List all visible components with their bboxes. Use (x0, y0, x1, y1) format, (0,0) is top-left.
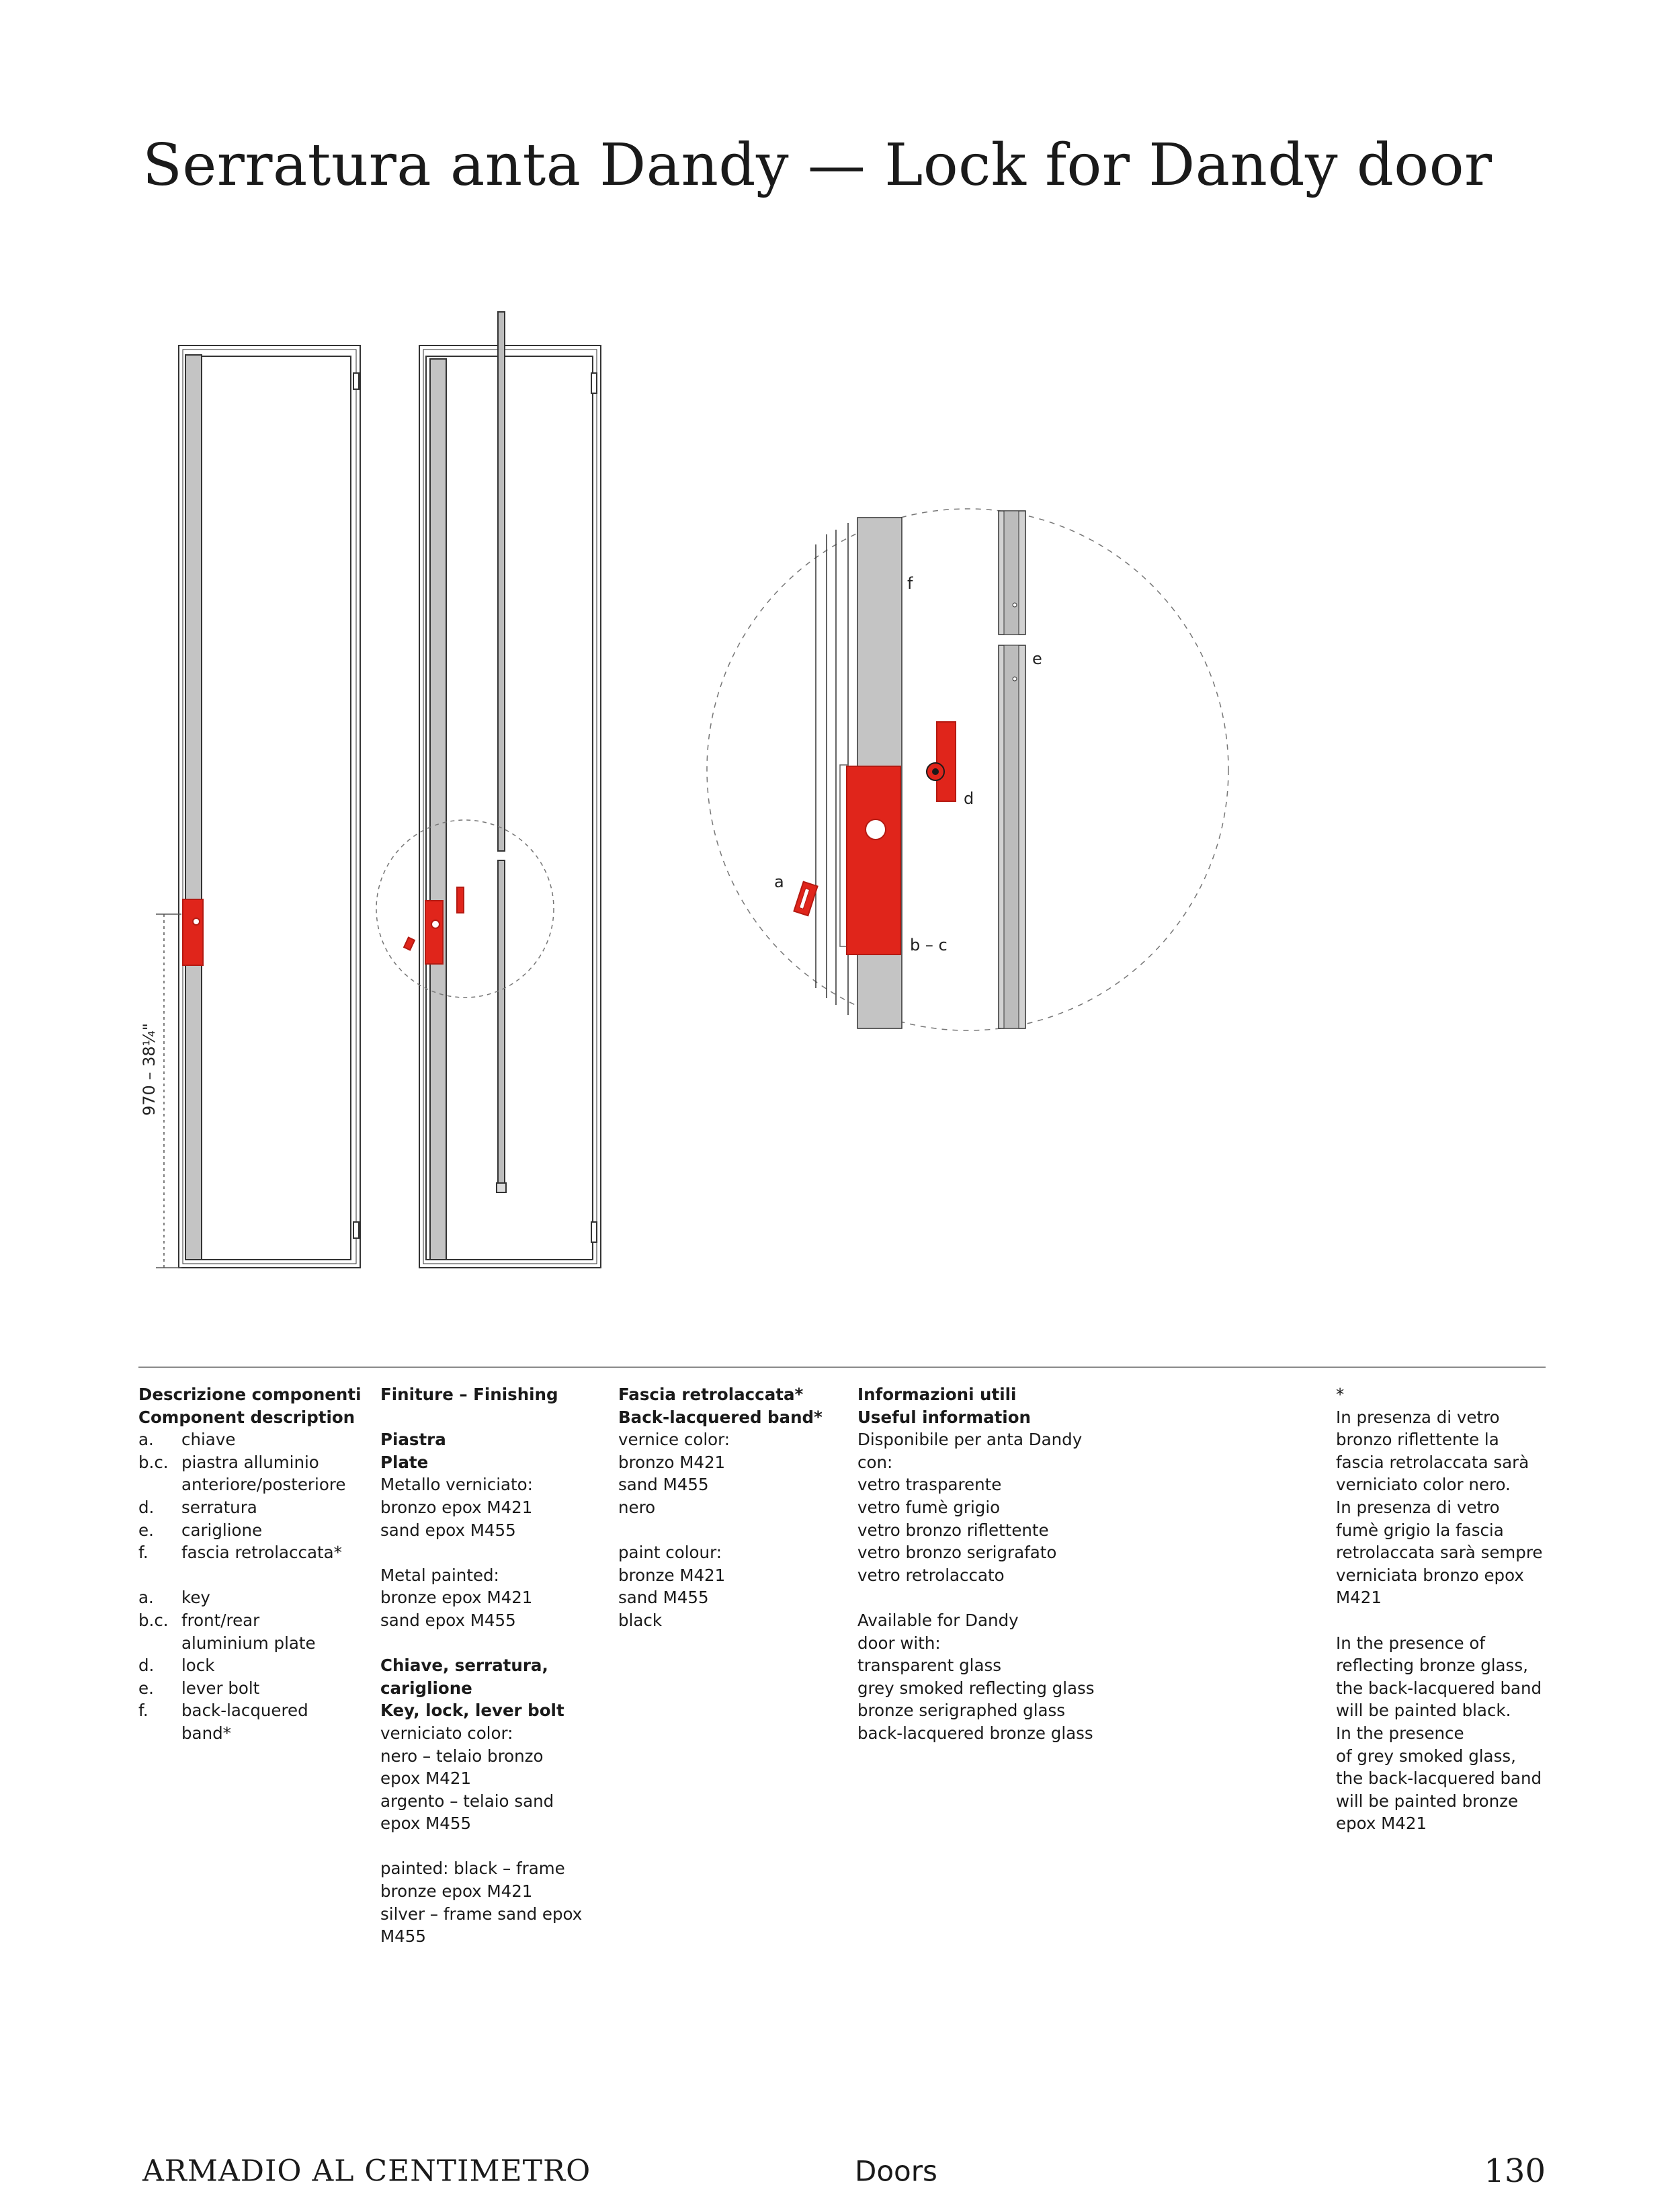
text-line: door with: (857, 1633, 941, 1653)
text-line: con: (857, 1452, 893, 1472)
lever-bolt-rod-tip (497, 1183, 506, 1192)
text-line: vetro bronzo riflettente (857, 1520, 1049, 1540)
list-item (138, 1519, 361, 1542)
key-heading-it-2: cariglione (380, 1678, 472, 1698)
item-text: back-lacquered (181, 1701, 308, 1721)
text-line: silver – frame sand epox (380, 1904, 583, 1924)
text-line: nero (618, 1497, 656, 1517)
list-item (138, 1654, 361, 1677)
door-back-key (404, 938, 415, 950)
text-line: bronzo riflettente la (1336, 1430, 1499, 1450)
text-line: In presenza di vetro (1336, 1407, 1500, 1427)
info-heading-it: Informazioni utili (857, 1385, 1017, 1404)
finishing-heading: Finiture – Finishing (380, 1385, 558, 1404)
text-line: epox M421 (380, 1768, 472, 1789)
note-asterisk: * (1336, 1385, 1345, 1404)
frame-profile-hole-2 (1013, 677, 1017, 681)
text-line: transparent glass (857, 1656, 1001, 1676)
text-line: argento – telaio sand (380, 1791, 554, 1811)
text-line: the back-lacquered band (1336, 1768, 1542, 1789)
text-line: M455 (380, 1926, 426, 1947)
item-text: chiave (181, 1430, 236, 1450)
door-front-outer-frame (179, 345, 360, 1268)
key-heading-en: Key, lock, lever bolt (380, 1701, 564, 1721)
item-key: e. (138, 1678, 154, 1698)
text-line: Metallo verniciato: (380, 1475, 533, 1495)
text-line: bronzo epox M421 (380, 1497, 533, 1517)
text-line: bronze epox M421 (380, 1881, 533, 1902)
item-text: lever bolt (181, 1678, 260, 1698)
text-line: In presenza di vetro (1336, 1497, 1500, 1517)
item-text: piastra alluminio (181, 1452, 319, 1472)
text-line: sand M455 (618, 1588, 709, 1608)
list-item-continuation (138, 1632, 361, 1655)
detail-lock-keyhole (932, 768, 939, 775)
list-item (138, 1586, 361, 1609)
text-line: back-lacquered bronze glass (857, 1723, 1093, 1743)
list-item (138, 1496, 361, 1519)
text-line: verniciato color nero. (1336, 1475, 1511, 1495)
text-line: verniciata bronzo epox (1336, 1565, 1524, 1585)
item-text: serratura (181, 1497, 257, 1517)
lever-bolt-rod-lower (498, 860, 505, 1183)
text-line: will be painted black. (1336, 1701, 1511, 1721)
text-line: vetro fumè grigio (857, 1497, 1001, 1517)
lock-detail-enlarged (707, 509, 1228, 1030)
text-line: vetro retrolaccato (857, 1565, 1005, 1585)
door-back-hinge-bottom (591, 1222, 597, 1242)
list-item (138, 1699, 361, 1722)
door-back-lock-body (457, 887, 464, 913)
components-heading-it: Descrizione componenti (138, 1385, 362, 1404)
door-back-frame-inner-line (423, 350, 597, 1264)
item-text: band* (181, 1723, 231, 1743)
text-line: Disponibile per anta Dandy (857, 1430, 1083, 1450)
item-key: a. (138, 1588, 154, 1608)
door-front-lock-hole (193, 918, 200, 925)
text-line: Available for Dandy (857, 1610, 1019, 1630)
text-line: verniciato color: (380, 1723, 513, 1743)
page-title: Serratura anta Dandy — Lock for Dandy door (142, 132, 1493, 199)
text-line: vetro bronzo serigrafato (857, 1543, 1057, 1563)
door-back-lock-hole (431, 920, 439, 928)
text-line: Metal painted: (380, 1565, 499, 1585)
text-line: the back-lacquered band (1336, 1678, 1542, 1698)
door-front-hinge-top (353, 373, 359, 389)
text-line: vernice color: (618, 1430, 730, 1450)
dimension-line (156, 914, 181, 1268)
band-column (618, 1383, 823, 1632)
footer-brand: ARMADIO AL CENTIMETRO (142, 2154, 591, 2189)
band-heading-it: Fascia retrolaccata* (618, 1385, 804, 1404)
dimension-label: 970 – 38¼" (140, 1023, 159, 1116)
item-text: lock (181, 1656, 215, 1676)
callout-b-c: b – c (910, 936, 948, 954)
text-line: epox M421 (1336, 1814, 1427, 1834)
page-number: 130 (1484, 2152, 1546, 2190)
info-heading-en: Useful information (857, 1407, 1031, 1427)
door-back-lacquered-band (430, 359, 446, 1260)
item-key: f. (138, 1543, 149, 1563)
frame-profile-hole-1 (1013, 603, 1017, 607)
text-line: nero – telaio bronzo (380, 1746, 544, 1766)
list-item (138, 1451, 361, 1474)
item-text: key (181, 1588, 210, 1608)
text-line: bronze serigraphed glass (857, 1701, 1066, 1721)
plate-heading-en: Plate (380, 1452, 429, 1472)
components-heading-en: Component description (138, 1407, 355, 1427)
detail-lock-body (937, 722, 956, 801)
lever-bolt-rod-upper (498, 312, 505, 851)
list-item (138, 1609, 361, 1632)
text-line: grey smoked reflecting glass (857, 1678, 1095, 1698)
list-item (138, 1541, 361, 1564)
text-line: bronze epox M421 (380, 1588, 533, 1608)
text-line: vetro trasparente (857, 1475, 1002, 1495)
text-line: fumè grigio la fascia (1336, 1520, 1504, 1540)
text-line: paint colour: (618, 1543, 722, 1563)
item-text: aluminium plate (181, 1633, 316, 1653)
door-back-view (376, 312, 601, 1268)
text-line: sand epox M455 (380, 1520, 516, 1540)
list-item-continuation (138, 1722, 361, 1745)
detail-lock-plate (847, 766, 900, 954)
door-front-frame-inner-line (183, 350, 356, 1264)
item-key: b.c. (138, 1452, 169, 1472)
text-line: reflecting bronze glass, (1336, 1656, 1528, 1676)
text-line: retrolaccata sarà sempre (1336, 1543, 1543, 1563)
frame-profile-upper-inner (1004, 511, 1019, 635)
text-line: M421 (1336, 1588, 1382, 1608)
section-divider (138, 1367, 1546, 1368)
callout-e: e (1032, 649, 1042, 668)
door-front-lock-plate (183, 899, 203, 965)
components-column (138, 1383, 361, 1745)
item-text: anteriore/posteriore (181, 1475, 346, 1495)
text-line: In the presence of (1336, 1633, 1486, 1653)
plate-heading-it: Piastra (380, 1430, 446, 1450)
callout-f: f (907, 574, 913, 593)
text-line: bronzo M421 (618, 1452, 726, 1472)
door-front-back-lacquered-band (185, 355, 202, 1260)
finishing-column (380, 1383, 582, 1948)
item-text: cariglione (181, 1520, 263, 1540)
components-list-en (138, 1586, 361, 1744)
door-back-panel (426, 356, 593, 1260)
key-heading-it-1: Chiave, serratura, (380, 1656, 548, 1676)
item-key: b.c. (138, 1610, 169, 1630)
door-front-view (179, 345, 360, 1268)
text-line: will be painted bronze (1336, 1791, 1519, 1811)
text-line: sand M455 (618, 1475, 709, 1495)
detail-plate-hole (866, 819, 886, 840)
item-text: front/rear (181, 1610, 260, 1630)
callout-d: d (964, 789, 974, 808)
text-line: of grey smoked glass, (1336, 1746, 1516, 1766)
band-heading-en: Back-lacquered band* (618, 1407, 823, 1427)
text-line: painted: black – frame (380, 1859, 565, 1879)
detail-circle (707, 509, 1228, 1030)
item-key: d. (138, 1497, 155, 1517)
door-back-hinge-top (591, 373, 597, 393)
footer-section: Doors (855, 2154, 937, 2188)
info-column (857, 1383, 1095, 1745)
note-column (1336, 1383, 1542, 1835)
text-line: In the presence (1336, 1723, 1464, 1743)
item-key: f. (138, 1701, 149, 1721)
frame-profile-lower-inner (1004, 645, 1019, 1028)
door-front-hinge-bottom (353, 1222, 359, 1238)
callout-a: a (774, 872, 784, 891)
text-line: bronze M421 (618, 1565, 726, 1585)
item-key: d. (138, 1656, 155, 1676)
text-line: epox M455 (380, 1814, 472, 1834)
door-front-glass (202, 356, 351, 1260)
list-item (138, 1428, 361, 1451)
door-back-lock-plate (425, 901, 443, 964)
item-key: e. (138, 1520, 154, 1540)
item-text: fascia retrolaccata* (181, 1543, 342, 1563)
text-line: fascia retrolaccata sarà (1336, 1452, 1529, 1472)
item-key: a. (138, 1430, 154, 1450)
text-line: black (618, 1610, 663, 1630)
text-line: sand epox M455 (380, 1610, 516, 1630)
detail-marker-circle (376, 820, 554, 998)
components-list-it (138, 1428, 361, 1564)
list-item (138, 1677, 361, 1700)
list-item-continuation (138, 1473, 361, 1496)
